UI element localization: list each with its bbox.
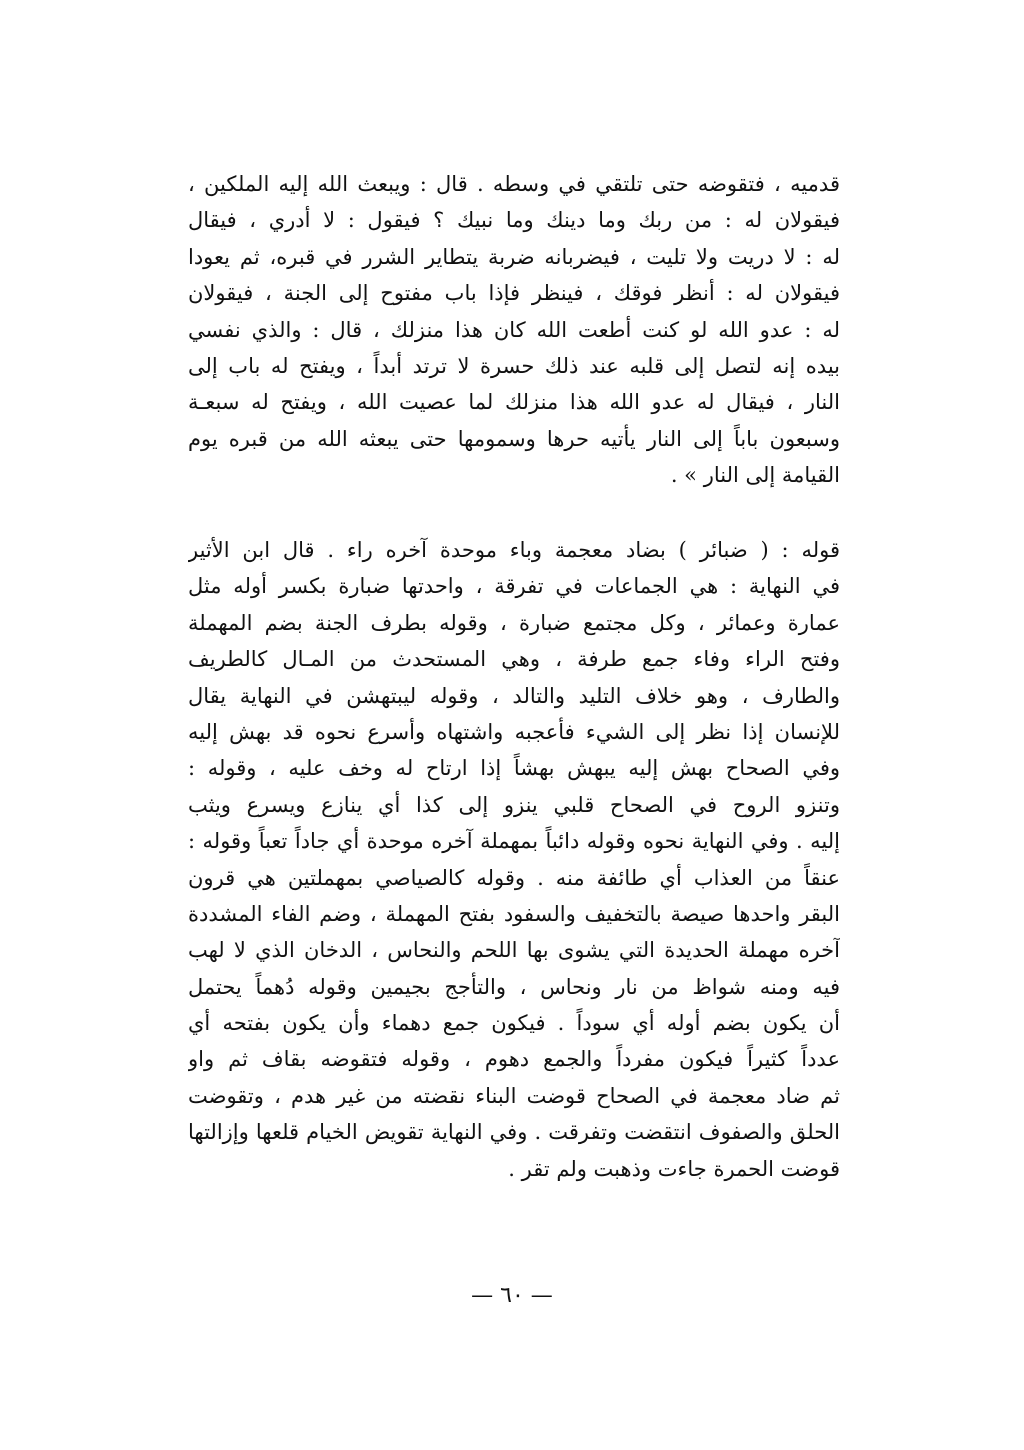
text-line: وفتح الراء وفاء جمع طرفة ، وهي المستحدث من المـال كالطريف: [188, 647, 840, 672]
text-line: الحلق والصفوف انتقضت وتفرقت . وفي النهاية تقويض الخيام قلعها وإزالتها: [188, 1120, 840, 1145]
text-line: في النهاية : هي الجماعات في تفرقة ، واحدتها ضبارة بكسر أوله مثل: [188, 574, 840, 599]
text-line: فيقولان له : من ربك وما دينك وما نبيك ؟ فيقول : لا أدري ، فيقال: [188, 208, 840, 233]
text-line: فيقولان له : أنظر فوقك ، فينظر فإذا باب مفتوح إلى الجنة ، فيقولان: [188, 281, 840, 306]
text-line: قدميه ، فتقوضه حتى تلتقي في وسطه . قال : ويبعث الله إليه الملكين ،: [188, 172, 840, 196]
text-line: للإنسان إذا نظر إلى الشيء فأعجبه واشتهاه وأسرع نحوه قد بهش إليه: [188, 719, 840, 744]
text-line: عمارة وعمائر ، وكل مجتمع ضبارة ، وقوله بطرف الجنة بضم المهملة: [188, 610, 840, 635]
text-line: والطارف ، وهو خلاف التليد والتالد ، وقوله ليبتهشن في النهاية يقال: [188, 683, 840, 708]
text-line: البقر واحدها صيصة بالتخفيف والسفود بفتح المهملة ، وضم الفاء المشددة: [188, 901, 840, 926]
text-line: أن يكون بضم أوله أي سوداً . فيكون جمع دهماء وأن يكون بفتحه أي: [188, 1011, 840, 1036]
text-line: إليه . وفي النهاية نحوه وقوله دائباً بمهملة آخره موحدة أي جاداً تعباً وقوله :: [188, 829, 840, 854]
text-line: ثم ضاد معجمة في الصحاح قوضت البناء نقضته من غير هدم ، وتقوضت: [188, 1083, 840, 1108]
text-line: وسبعون باباً إلى النار يأتيه حرها وسمومها حتى يبعثه الله من قبره يوم: [188, 426, 840, 451]
text-line: عنقاً من العذاب أي طائفة منه . وقوله كالصياصي بمهملتين هي قرون: [188, 865, 840, 890]
text-line: فيه ومنه شواظ من نار ونحاس ، والتأجج بجيمين وقوله دُهماً يحتمل: [188, 974, 840, 999]
text-line: له : عدو الله لو كنت أطعت الله كان هذا منزلك ، قال : والذي نفسي: [188, 317, 840, 342]
text-line: له : لا دريت ولا تليت ، فيضربانه ضربة يتطاير الشرر في قبره، ثم يعودا: [188, 244, 840, 269]
paragraph-hadith: [188, 166, 840, 494]
text-line: وفي الصحاح بهش إليه يبهش بهشاً إذا ارتاح له وخف عليه ، وقوله :: [188, 756, 840, 781]
text-line: آخره مهملة الحديدة التي يشوى بها اللحم والنحاس ، الدخان الذي لا لهب: [188, 938, 840, 963]
text-line: عدداً كثيراً فيكون مفرداً والجمع دهوم ، وقوله فتقوضه بقاف ثم واو: [188, 1047, 840, 1072]
text-line: قوله : ( ضبائر ) بضاد معجمة وباء موحدة آخره راء . قال ابن الأثير: [188, 538, 840, 562]
text-line: قوضت الحمرة جاءت وذهبت ولم تقر .: [508, 1156, 840, 1181]
paragraph-commentary: [188, 532, 840, 1187]
text-line: النار ، فيقال له عدو الله هذا منزلك لما عصيت الله ، ويفتح له سبعـة: [188, 390, 840, 415]
text-line: وتنزو الروح في الصحاح قلبي ينزو إلى كذا أي ينازع ويسرع ويثب: [188, 792, 840, 817]
text-line: بيده إنه لتصل إلى قلبه عند ذلك حسرة لا ترتد أبداً ، ويفتح له باب إلى: [188, 353, 840, 378]
text-line: القيامة إلى النار » .: [670, 463, 840, 488]
page-number: — ٦٠ —: [471, 1283, 553, 1308]
